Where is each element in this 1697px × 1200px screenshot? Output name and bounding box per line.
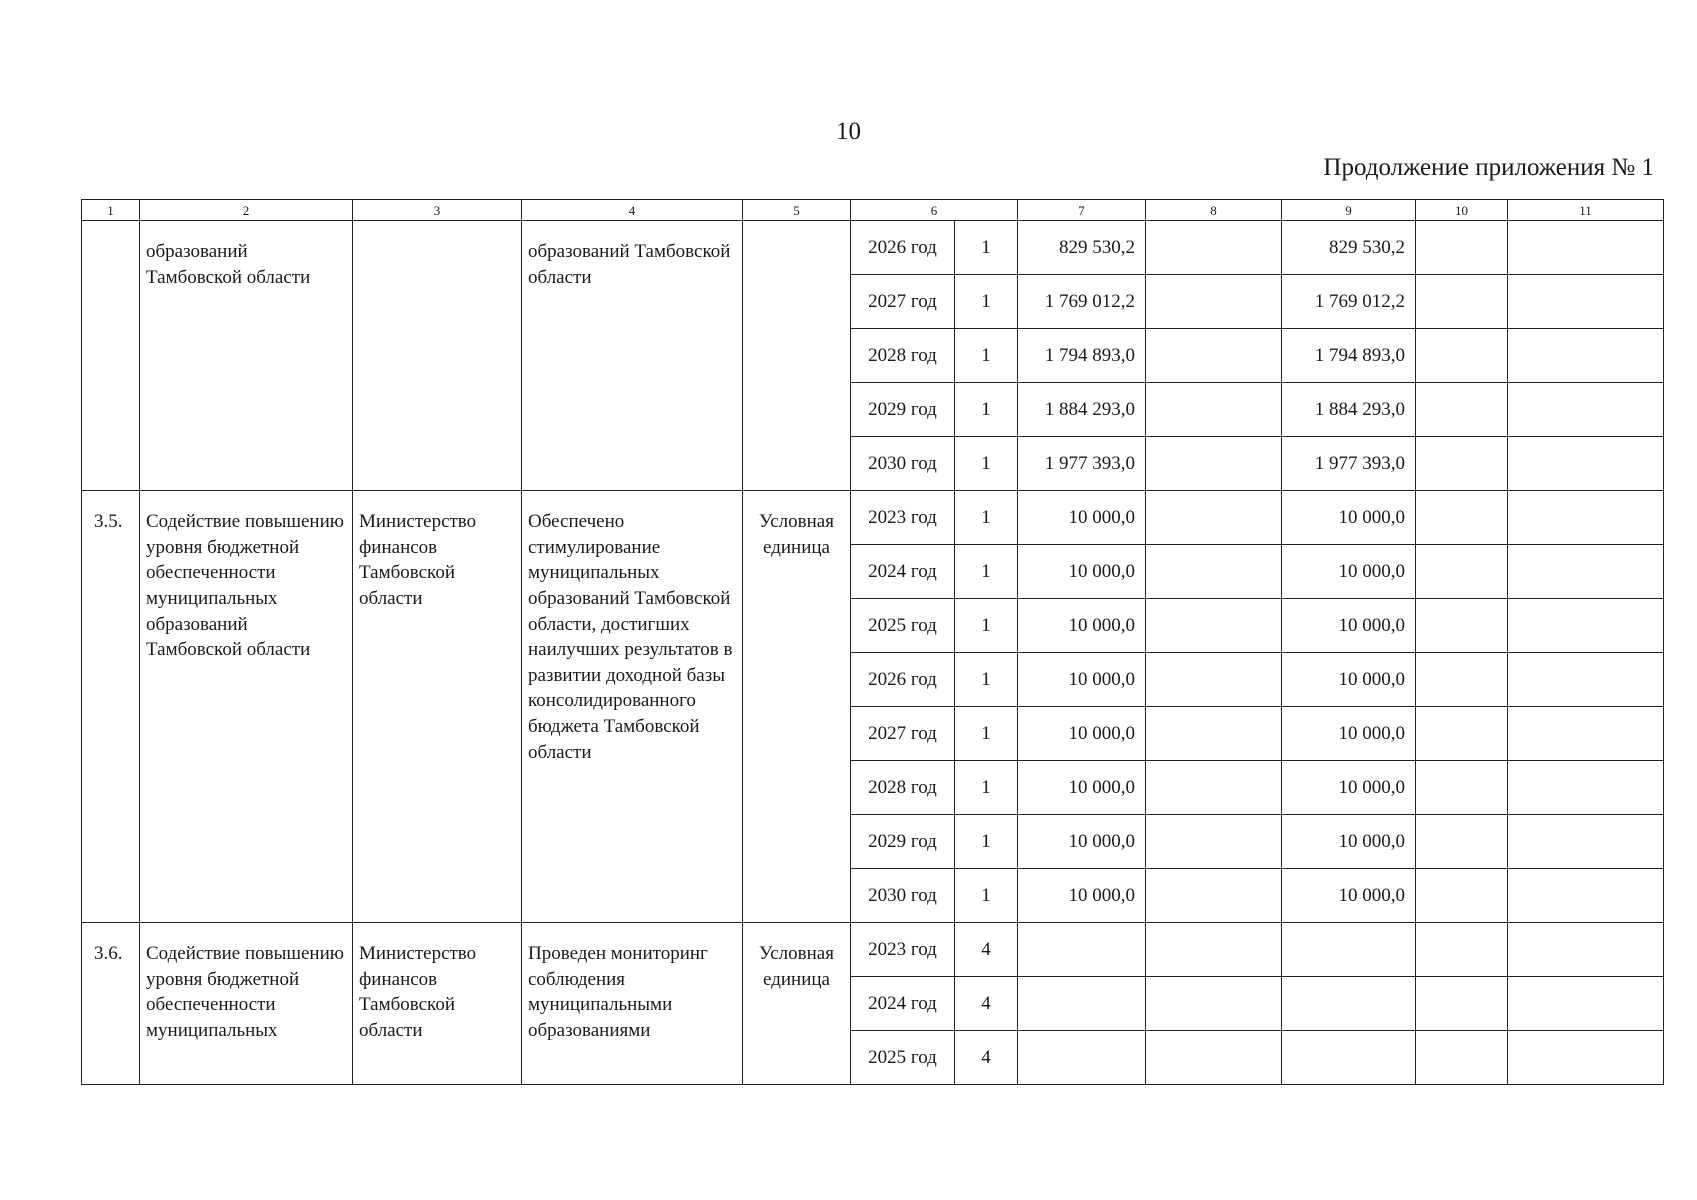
cell-col11 — [1508, 221, 1664, 275]
cell-count: 1 — [955, 815, 1018, 869]
cell-col9: 10 000,0 — [1282, 491, 1416, 545]
cell-executor: Министерство финансов Тамбовской области — [353, 923, 522, 1085]
cell-col9: 829 530,2 — [1282, 221, 1416, 275]
cell-unit: Условная единица — [743, 923, 851, 1085]
cell-col9: 10 000,0 — [1282, 869, 1416, 923]
cell-col7: 1 977 393,0 — [1018, 437, 1146, 491]
cell-col10 — [1416, 815, 1508, 869]
cell-col7: 10 000,0 — [1018, 869, 1146, 923]
cell-year: 2023 год — [851, 923, 955, 977]
cell-col11 — [1508, 329, 1664, 383]
cell-index — [82, 221, 140, 491]
cell-executor — [353, 221, 522, 491]
cell-col9: 1 884 293,0 — [1282, 383, 1416, 437]
cell-unit: Условная единица — [743, 491, 851, 923]
cell-col9: 10 000,0 — [1282, 545, 1416, 599]
cell-col7 — [1018, 1031, 1146, 1085]
cell-event-name: Содействие повышению уровня бюджетной обеспеченности муниципальных — [140, 923, 353, 1085]
cell-col11 — [1508, 761, 1664, 815]
cell-col8 — [1146, 545, 1282, 599]
cell-count: 1 — [955, 761, 1018, 815]
header-col-10: 10 — [1416, 200, 1508, 221]
cell-count: 1 — [955, 599, 1018, 653]
cell-col10 — [1416, 599, 1508, 653]
cell-col9: 10 000,0 — [1282, 815, 1416, 869]
cell-count: 1 — [955, 653, 1018, 707]
cell-year: 2025 год — [851, 1031, 955, 1085]
cell-col11 — [1508, 977, 1664, 1031]
cell-year: 2029 год — [851, 383, 955, 437]
cell-year: 2023 год — [851, 491, 955, 545]
cell-count: 1 — [955, 545, 1018, 599]
cell-col7: 1 769 012,2 — [1018, 275, 1146, 329]
cell-col8 — [1146, 275, 1282, 329]
cell-event-name: Содействие повышению уровня бюджетной обеспеченности муниципальных образований Тамбовской области — [140, 491, 353, 923]
cell-count: 1 — [955, 329, 1018, 383]
cell-col11 — [1508, 869, 1664, 923]
cell-col7: 10 000,0 — [1018, 599, 1146, 653]
header-col-7: 7 — [1018, 200, 1146, 221]
cell-count: 4 — [955, 923, 1018, 977]
cell-result: Обеспечено стимулирование муниципальных образований Тамбовской области, достигших наилучших результатов в развитии доходной базы консолидированного бюджета Тамбовской области — [522, 491, 743, 923]
cell-col7: 10 000,0 — [1018, 707, 1146, 761]
header-col-8: 8 — [1146, 200, 1282, 221]
cell-col8 — [1146, 923, 1282, 977]
cell-count: 4 — [955, 1031, 1018, 1085]
cell-col9 — [1282, 977, 1416, 1031]
cell-col8 — [1146, 815, 1282, 869]
cell-result: Проведен мониторинг соблюдения муниципальными образованиями — [522, 923, 743, 1085]
cell-col9: 10 000,0 — [1282, 761, 1416, 815]
cell-col11 — [1508, 599, 1664, 653]
cell-year: 2027 год — [851, 707, 955, 761]
cell-col9: 1 977 393,0 — [1282, 437, 1416, 491]
cell-col9: 10 000,0 — [1282, 653, 1416, 707]
cell-result: образований Тамбовской области — [522, 221, 743, 491]
cell-count: 1 — [955, 383, 1018, 437]
header-col-9: 9 — [1282, 200, 1416, 221]
cell-year: 2026 год — [851, 653, 955, 707]
cell-col8 — [1146, 707, 1282, 761]
header-col-2: 2 — [140, 200, 353, 221]
cell-year: 2024 год — [851, 977, 955, 1031]
cell-col7: 1 884 293,0 — [1018, 383, 1146, 437]
cell-col9: 10 000,0 — [1282, 707, 1416, 761]
cell-col8 — [1146, 653, 1282, 707]
cell-col8 — [1146, 383, 1282, 437]
appendix-title: Продолжение приложения № 1 — [1323, 154, 1654, 181]
cell-col11 — [1508, 275, 1664, 329]
cell-col8 — [1146, 437, 1282, 491]
cell-col8 — [1146, 977, 1282, 1031]
cell-col11 — [1508, 815, 1664, 869]
cell-col7: 10 000,0 — [1018, 491, 1146, 545]
cell-unit — [743, 221, 851, 491]
cell-col10 — [1416, 869, 1508, 923]
header-col-4: 4 — [522, 200, 743, 221]
header-col-11: 11 — [1508, 200, 1664, 221]
header-col-1: 1 — [82, 200, 140, 221]
cell-col9: 10 000,0 — [1282, 599, 1416, 653]
cell-col10 — [1416, 275, 1508, 329]
cell-count: 1 — [955, 491, 1018, 545]
appendix-table — [81, 199, 1664, 1085]
cell-year: 2027 год — [851, 275, 955, 329]
cell-col7: 10 000,0 — [1018, 815, 1146, 869]
cell-col10 — [1416, 329, 1508, 383]
cell-count: 1 — [955, 869, 1018, 923]
cell-executor: Министерство финансов Тамбовской области — [353, 491, 522, 923]
table-row — [82, 221, 1664, 275]
cell-count: 1 — [955, 437, 1018, 491]
cell-col10 — [1416, 761, 1508, 815]
cell-index: 3.6. — [82, 923, 140, 1085]
cell-col11 — [1508, 383, 1664, 437]
column-header-row — [82, 200, 1664, 221]
cell-col9 — [1282, 1031, 1416, 1085]
cell-year: 2030 год — [851, 437, 955, 491]
cell-year: 2025 год — [851, 599, 955, 653]
cell-col10 — [1416, 221, 1508, 275]
header-col-3: 3 — [353, 200, 522, 221]
header-col-6: 6 — [851, 200, 1018, 221]
cell-count: 1 — [955, 707, 1018, 761]
cell-year: 2030 год — [851, 869, 955, 923]
cell-col10 — [1416, 491, 1508, 545]
table-row — [82, 923, 1664, 977]
cell-col7: 10 000,0 — [1018, 653, 1146, 707]
cell-col11 — [1508, 491, 1664, 545]
cell-col11 — [1508, 923, 1664, 977]
cell-col8 — [1146, 491, 1282, 545]
table-row — [82, 491, 1664, 545]
cell-index: 3.5. — [82, 491, 140, 923]
cell-col11 — [1508, 437, 1664, 491]
cell-col8 — [1146, 1031, 1282, 1085]
cell-col11 — [1508, 1031, 1664, 1085]
cell-event-name: образований Тамбовской области — [140, 221, 353, 491]
cell-col10 — [1416, 923, 1508, 977]
cell-col10 — [1416, 1031, 1508, 1085]
cell-col7: 10 000,0 — [1018, 761, 1146, 815]
cell-year: 2028 год — [851, 329, 955, 383]
cell-col7 — [1018, 923, 1146, 977]
cell-count: 1 — [955, 275, 1018, 329]
cell-col9: 1 794 893,0 — [1282, 329, 1416, 383]
cell-col8 — [1146, 599, 1282, 653]
cell-col10 — [1416, 383, 1508, 437]
cell-col11 — [1508, 653, 1664, 707]
cell-col7: 1 794 893,0 — [1018, 329, 1146, 383]
cell-col7 — [1018, 977, 1146, 1031]
cell-col7: 829 530,2 — [1018, 221, 1146, 275]
header-col-5: 5 — [743, 200, 851, 221]
cell-col10 — [1416, 707, 1508, 761]
cell-year: 2024 год — [851, 545, 955, 599]
cell-col10 — [1416, 545, 1508, 599]
cell-col10 — [1416, 437, 1508, 491]
page-number: 10 — [836, 118, 861, 145]
cell-col8 — [1146, 869, 1282, 923]
cell-col9: 1 769 012,2 — [1282, 275, 1416, 329]
cell-year: 2026 год — [851, 221, 955, 275]
cell-year: 2029 год — [851, 815, 955, 869]
cell-year: 2028 год — [851, 761, 955, 815]
cell-col8 — [1146, 761, 1282, 815]
cell-col10 — [1416, 653, 1508, 707]
cell-col7: 10 000,0 — [1018, 545, 1146, 599]
cell-col8 — [1146, 329, 1282, 383]
cell-count: 4 — [955, 977, 1018, 1031]
cell-col11 — [1508, 707, 1664, 761]
cell-col11 — [1508, 545, 1664, 599]
cell-col10 — [1416, 977, 1508, 1031]
cell-col8 — [1146, 221, 1282, 275]
cell-col9 — [1282, 923, 1416, 977]
cell-count: 1 — [955, 221, 1018, 275]
